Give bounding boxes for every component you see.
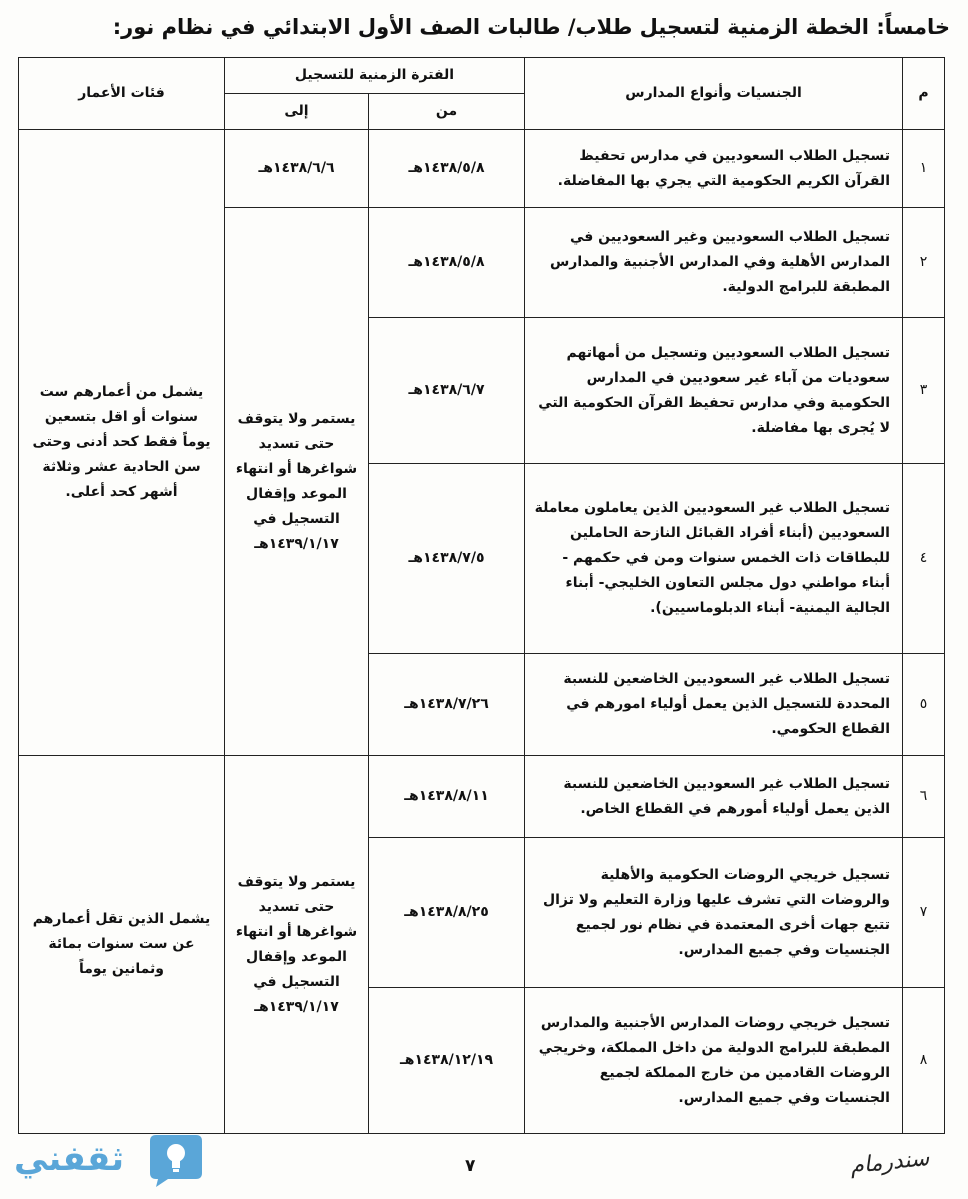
header-from: من (369, 94, 525, 130)
date-from: ١٤٣٨/٥/٨هـ (369, 130, 525, 208)
date-from: ١٤٣٨/٧/٢٦هـ (369, 654, 525, 756)
date-from: ١٤٣٨/٥/٨هـ (369, 208, 525, 318)
date-from: ١٤٣٨/٨/١١هـ (369, 756, 525, 838)
continue-note-2: يستمر ولا يتوقف حتى تسديد شواغرها أو انتهاء الموعد وإقفال التسجيل في ١٤٣٩/١/١٧هـ (225, 756, 369, 1134)
row-description: تسجيل الطلاب غير السعوديين الخاضعين للنسبة الذين يعمل أولياء أمورهم في القطاع الخاص. (525, 756, 903, 838)
row-number: ١ (903, 130, 945, 208)
date-from: ١٤٣٨/١٢/١٩هـ (369, 988, 525, 1134)
row-number: ٤ (903, 464, 945, 654)
row-description: تسجيل خريجي روضات المدارس الأجنبية والمدارس المطبقة للبرامج الدولية من داخل المملكة، وخريجي الروضات القادمين من خارج المملكة لجميع الجنسيات وفي جميع المدارس. (525, 988, 903, 1134)
age-group-1: يشمل من أعمارهم ست سنوات أو اقل بتسعين يوماً فقط كحد أدنى وحتى سن الحادية عشر وثلاثة أشهر كحد أعلى. (19, 130, 225, 756)
row-number: ٣ (903, 318, 945, 464)
row-description: تسجيل الطلاب السعوديين في مدارس تحفيظ القرآن الكريم الحكومية التي يجري بها المفاضلة. (525, 130, 903, 208)
table-row (19, 130, 945, 208)
date-from: ١٤٣٨/٧/٥هـ (369, 464, 525, 654)
signature: سندرمام (848, 1145, 931, 1180)
row-number: ٦ (903, 756, 945, 838)
registration-schedule-table (18, 57, 945, 1134)
age-group-2: يشمل الذين تقل أعمارهم عن ست سنوات بمائة وثمانين يوماً (19, 756, 225, 1134)
header-to: إلى (225, 94, 369, 130)
row-number: ٢ (903, 208, 945, 318)
table-row (19, 756, 945, 838)
watermark-logo-text: ثقفني (14, 1139, 124, 1179)
header-types: الجنسيات وأنواع المدارس (525, 58, 903, 130)
page-number: ٧ (465, 1156, 476, 1176)
date-from: ١٤٣٨/٦/٧هـ (369, 318, 525, 464)
header-row (19, 58, 945, 94)
row-description: تسجيل الطلاب السعوديين وغير السعوديين في المدارس الأهلية وفي المدارس الأجنبية والمدارس المطبقة للبرامج الدولية. (525, 208, 903, 318)
row-number: ٥ (903, 654, 945, 756)
row-number: ٨ (903, 988, 945, 1134)
row-description: تسجيل الطلاب غير السعوديين الذين يعاملون معاملة السعوديين (أبناء أفراد القبائل النازحة الحاملين للبطاقات ذات الخمس سنوات ومن في حكمهم - أبناء مواطني دول مجلس التعاون الخليجي- أبناء الجالية اليمنية- أبناء الدبلوماسيين). (525, 464, 903, 654)
header-ages: فئات الأعمار (19, 58, 225, 130)
row-number: ٧ (903, 838, 945, 988)
date-to: ١٤٣٨/٦/٦هـ (225, 130, 369, 208)
lightbulb-icon (144, 1133, 208, 1189)
row-description: تسجيل خريجي الروضات الحكومية والأهلية والروضات التي تشرف عليها وزارة التعليم ولا تزال تتبع جهات أخرى المعتمدة في نظام نور لجميع الجنسيات وفي جميع المدارس. (525, 838, 903, 988)
header-period: الفترة الزمنية للتسجيل (225, 58, 525, 94)
header-num: م (903, 58, 945, 130)
date-from: ١٤٣٨/٨/٢٥هـ (369, 838, 525, 988)
row-description: تسجيل الطلاب السعوديين وتسجيل من أمهاتهم سعوديات من آباء غير سعوديين في المدارس الحكومية وفي مدارس تحفيظ القرآن الحكومية التي لا يُجرى بها مفاضلة. (525, 318, 903, 464)
continue-note-1: يستمر ولا يتوقف حتى تسديد شواغرها أو انتهاء الموعد وإقفال التسجيل في ١٤٣٩/١/١٧هـ (225, 208, 369, 756)
row-description: تسجيل الطلاب غير السعوديين الخاضعين للنسبة المحددة للتسجيل الذين يعمل أولياء امورهم في القطاع الحكومي. (525, 654, 903, 756)
page-title: خامساً: الخطة الزمنية لتسجيل طلاب/ طالبات الصف الأول الابتدائي في نظام نور: (112, 15, 950, 39)
